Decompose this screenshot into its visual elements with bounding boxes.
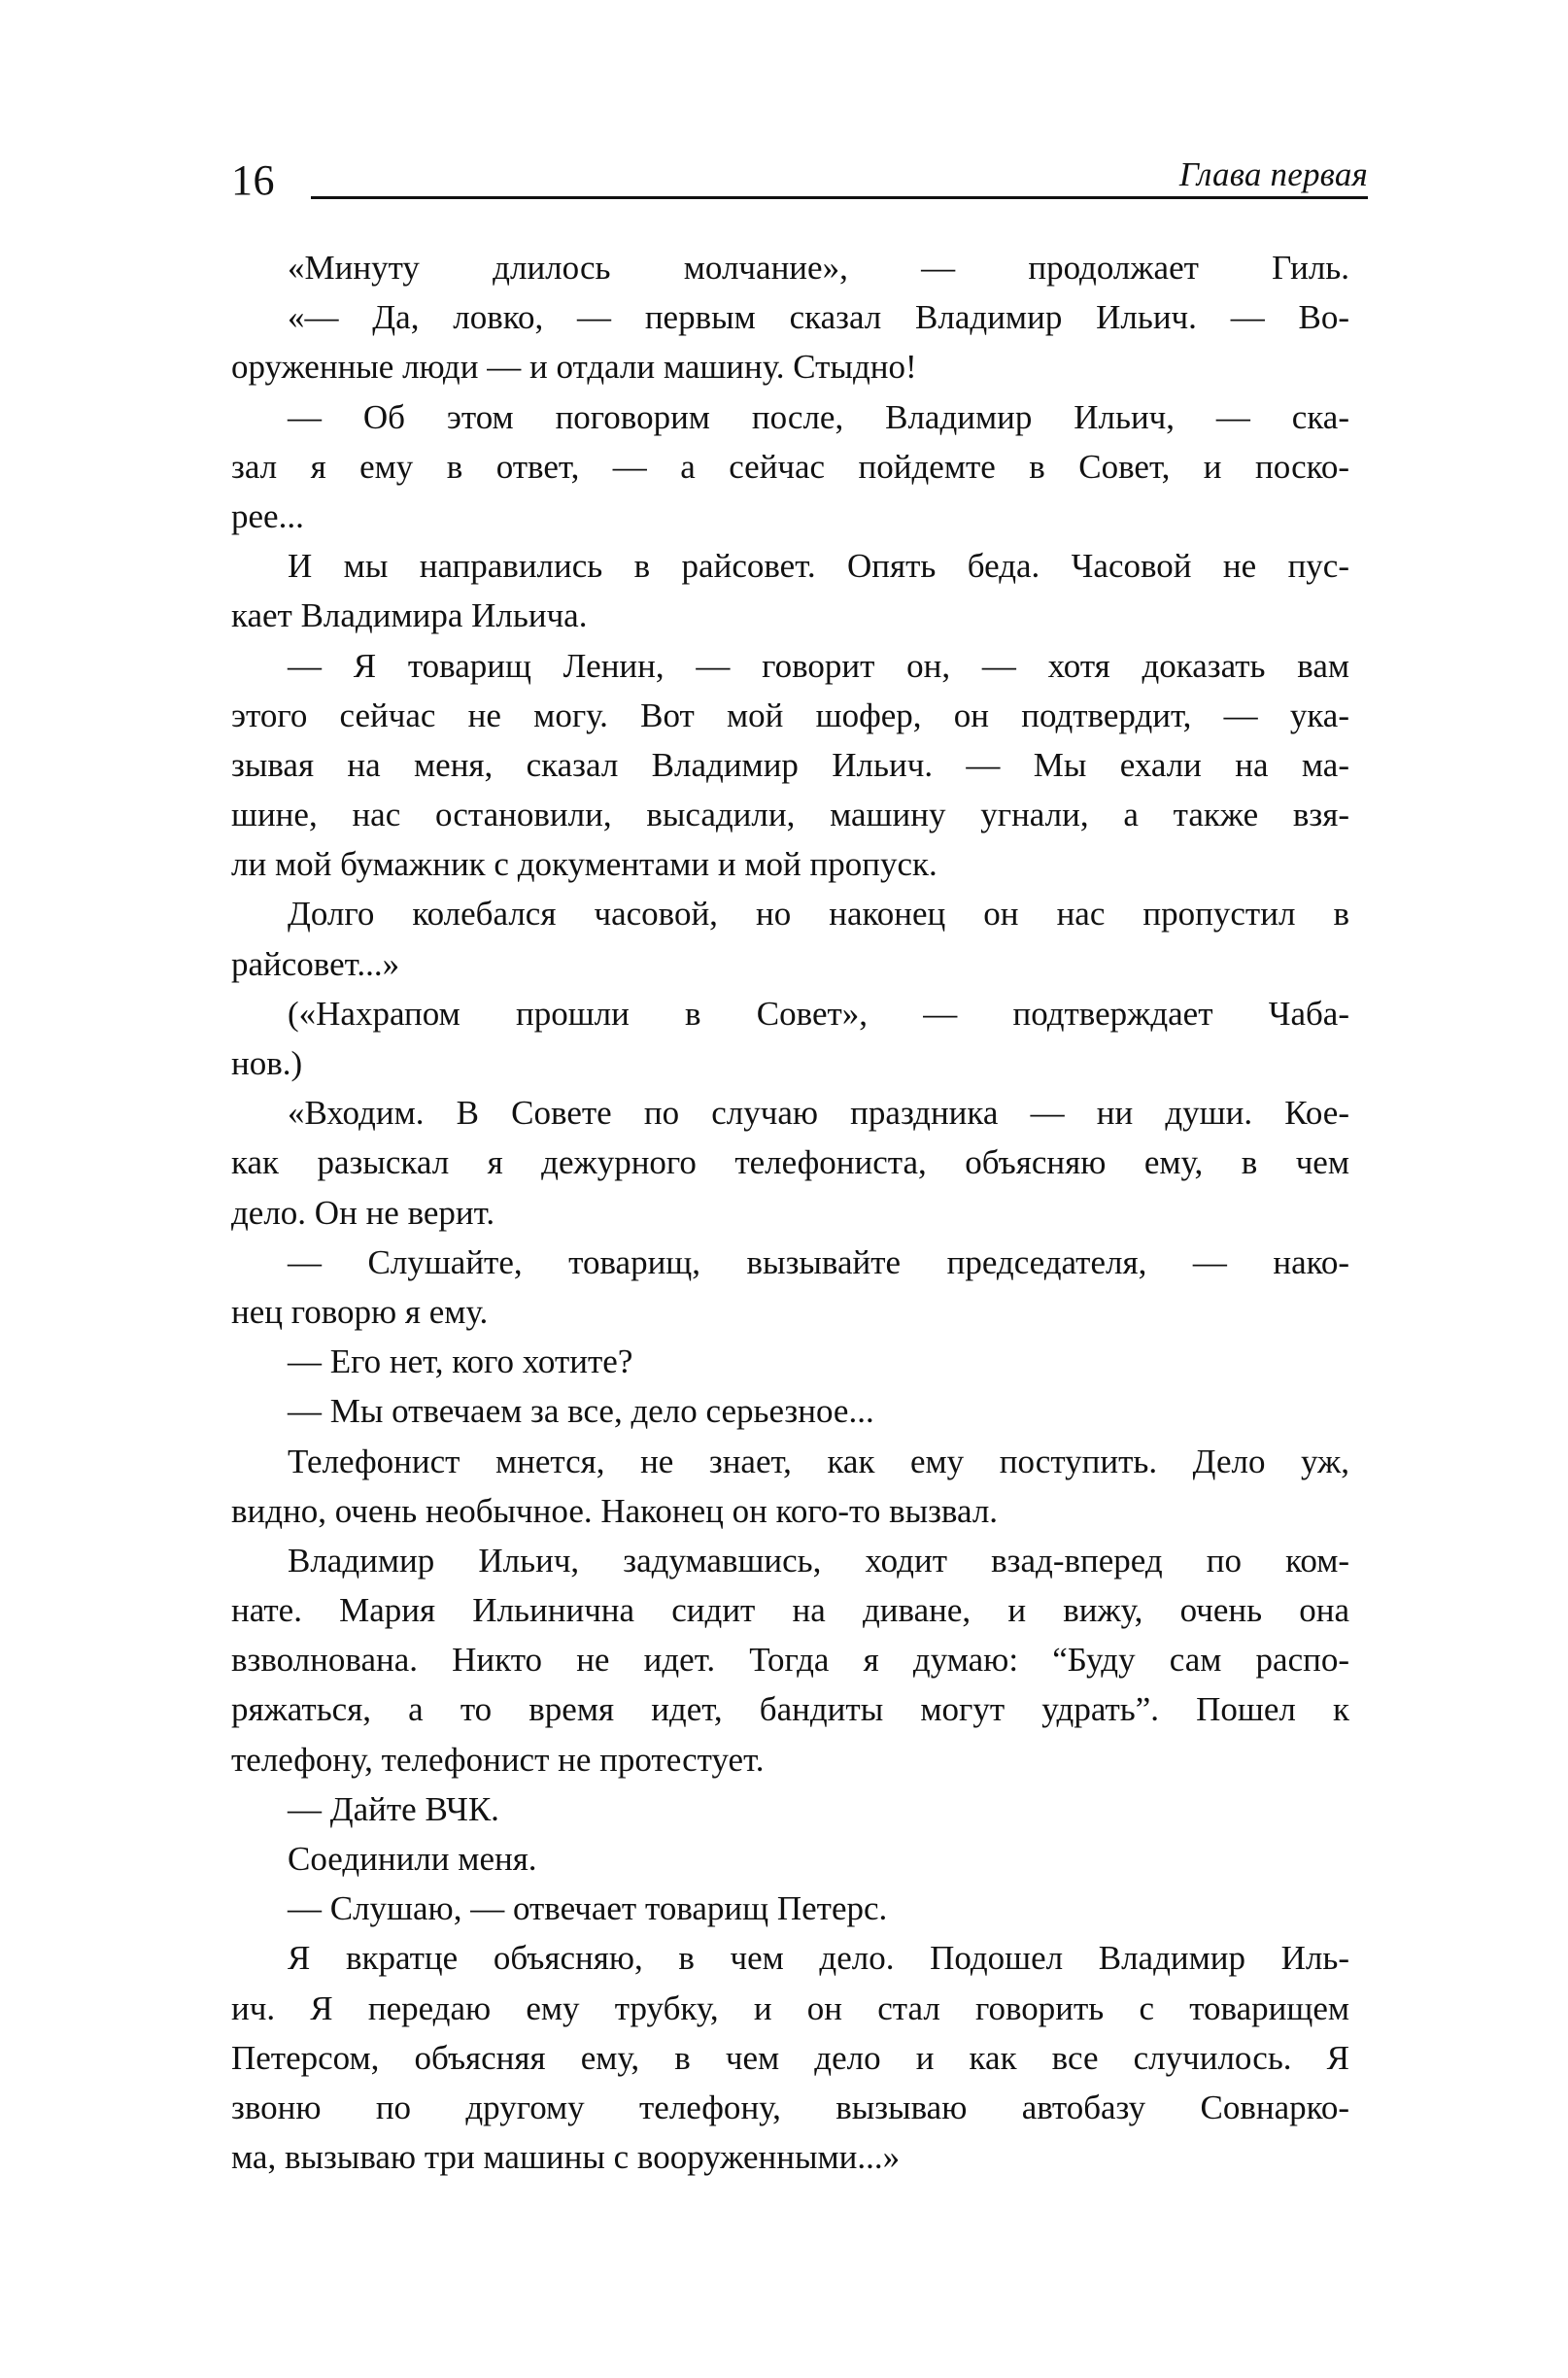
text-line: — Об этом поговорим после, Владимир Ильич, — ска- [288, 397, 1349, 436]
text-line: шине, нас остановили, высадили, машину угнали, а также взя- [231, 796, 1349, 834]
text-line: — Дайте ВЧК. [288, 1789, 499, 1828]
text-line: звоню по другому телефону, вызываю автобазу Совнарко- [231, 2088, 1349, 2126]
page-header [231, 153, 1368, 210]
text-line: «Минуту длилось молчание», — продолжает Гиль. [288, 249, 1349, 287]
text-line: телефону, телефонист не протестует. [231, 1740, 765, 1779]
body-text [231, 243, 1349, 2182]
text-line: райсовет...» [231, 944, 400, 983]
text-line: — Я товарищ Ленин, — говорит он, — хотя доказать вам [288, 646, 1349, 685]
text-line: нате. Мария Ильинична сидит на диване, и вижу, очень она [231, 1591, 1349, 1630]
text-line: ряжаться, а то время идет, бандиты могут удрать”. Пошел к [231, 1690, 1349, 1729]
text-line: нов.) [231, 1044, 303, 1082]
text-line: — Его нет, кого хотите? [288, 1342, 633, 1381]
text-line: «Входим. В Совете по случаю праздника — ни души. Кое- [288, 1094, 1349, 1133]
text-line: ма, вызываю три машины с вооруженными...» [231, 2138, 901, 2177]
text-line: зывая на меня, сказал Владимир Ильич. — Мы ехали на ма- [231, 745, 1349, 784]
text-line: кает Владимира Ильича. [231, 596, 588, 635]
text-line: Петерсом, объясняя ему, в чем дело и как все случилось. Я [231, 2038, 1349, 2077]
text-line: видно, очень необычное. Наконец он кого-то вызвал. [231, 1491, 999, 1530]
text-line: зал я ему в ответ, — а сейчас пойдемте в Совет, и поско- [231, 447, 1349, 486]
text-line: нец говорю я ему. [231, 1292, 489, 1331]
text-line: — Слушайте, товарищ, вызывайте председателя, — нако- [288, 1242, 1349, 1281]
text-line: оруженные люди — и отдали машину. Стыдно! [231, 348, 917, 387]
text-line: ли мой бумажник с документами и мой пропуск. [231, 845, 937, 884]
text-line: Долго колебался часовой, но наконец он нас пропустил в [288, 895, 1349, 934]
text-line: Соединили меня. [288, 1840, 537, 1878]
text-line: этого сейчас не могу. Вот мой шофер, он подтвердит, — ука- [231, 696, 1349, 734]
text-line: рее... [231, 496, 304, 535]
text-line: («Нахрапом прошли в Совет», — подтверждает Чаба- [288, 994, 1349, 1033]
text-line: Телефонист мнется, не знает, как ему поступить. Дело уж, [288, 1442, 1349, 1480]
text-line: как разыскал я дежурного телефониста, объясняю ему, в чем [231, 1143, 1349, 1182]
text-line: взволнована. Никто не идет. Тогда я думаю: “Буду сам распо- [231, 1641, 1349, 1680]
text-line: ич. Я передаю ему трубку, и он стал говорить с товарищем [231, 1988, 1349, 2027]
header-rule [311, 196, 1368, 199]
text-line: И мы направились в райсовет. Опять беда. Часовой не пус- [288, 547, 1349, 586]
running-head: Глава первая [1166, 153, 1368, 196]
text-line: — Мы отвечаем за все, дело серьезное... [288, 1392, 874, 1431]
text-line: — Слушаю, — отвечает товарищ Петерс. [288, 1889, 888, 1928]
text-line: дело. Он не верит. [231, 1193, 495, 1232]
text-line: Я вкратце объясняю, в чем дело. Подошел Владимир Иль- [288, 1939, 1349, 1978]
page-number: 16 [231, 156, 275, 204]
text-line: Владимир Ильич, задумавшись, ходит взад-вперед по ком- [288, 1541, 1349, 1580]
text-line: «— Да, ловко, — первым сказал Владимир Ильич. — Во- [288, 298, 1349, 337]
